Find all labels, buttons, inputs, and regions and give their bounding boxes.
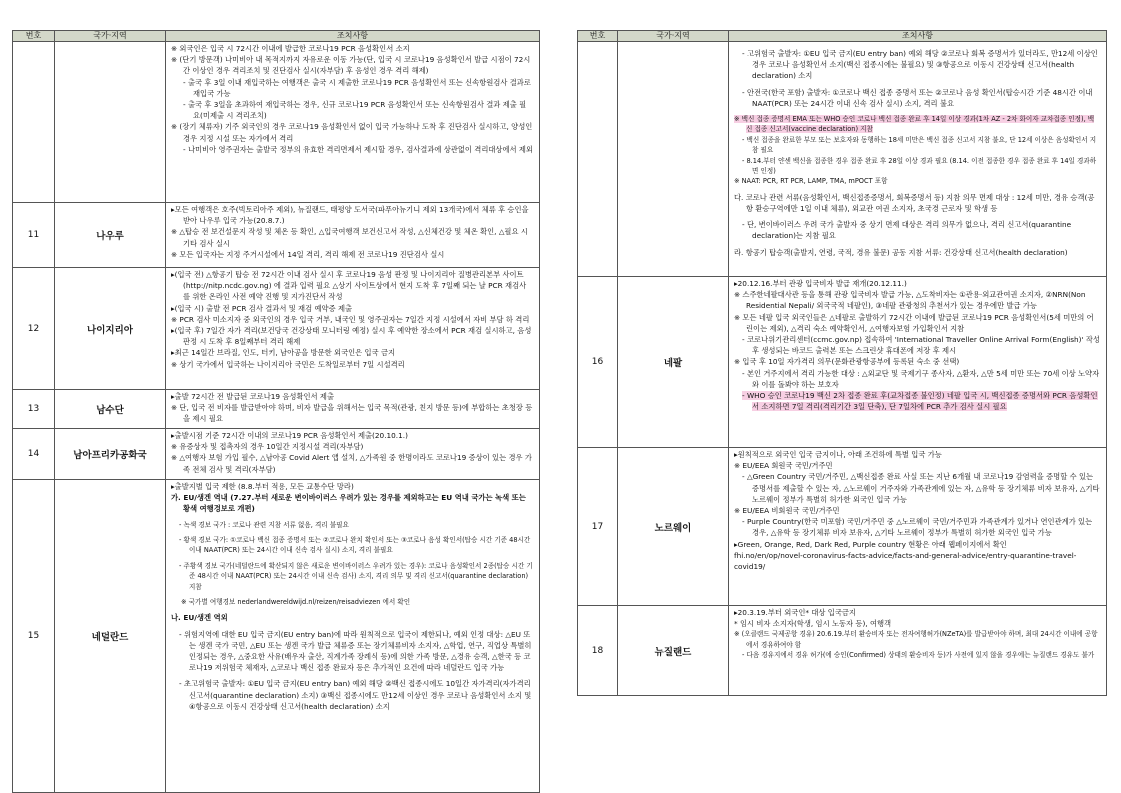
header-measure: 조치사항 [166,31,540,42]
measure-cell: ▸출발지별 입국 제한 (8.8.부터 적용, 모든 교통수단 망라) 가. EU/생겐 역내 (7.27.부터 새로운 변이바이러스 우려가 있는 경우를 제외하고는 EU 역내 국가는 녹색 또는 황색 여행경보로 개편) - 녹색 경보 국가 : 코로나 관련 지참 서류 없음, 격리 불필요 - 황색 경보 국가: ①코로나 백신 접종 증명서 또는 ②코로나 완치 확인서 또는 ③코로나 음성 확인서(탑승 시간 기준 48시간 이내 NAAT(PCR) 또는 24시간 이내 신속 검사 실시) 소지, 격리 불필요 - 주황색 경보 국가(네덜란드에 확산되지 않은 새로운 변이바이러스 우려가 있는 경우): 코로나 음성확인서 2종(탑승 시간 기준 48시간 이내 NAAT(PCR) 또는 24시간 이내 신속 검사) 소지, 격리 의무 및 격리 신고서(quarantine declaration) 지참 ※ 국가별 여행경보 nederlandwereldwijd.nl/reizen/reisadviezen 에서 확인 나. EU/생겐 역외 - 위험지역에 대한 EU 입국 금지(EU entry ban)에 따라 원칙적으로 입국이 제한되나, 예외 인정 대상: △EU 또는 생겐 국가 국민, △EU 또는 생겐 국가 발급 체류증 또는 장기체류비자 소지자, △학업, 연구, 직업상 특별히 인정되는 경우, △중요한 사유(배우자 출산, 직계가족 장례식 등)에 의한 가족 방문, △경유 승객, △한국 등 코로나19 저위험국 체재자, △코로나 백신 접종 완료자 등은 추가적인 요건에 따라 네덜란드 입국 가능 - 초고위험국 출발자: ①EU 입국 금지(EU entry ban) 예외 해당 ②백신 접종시에도 10일간 자가격리(자가격리 신고서(quarantine declaration) 소지) ③백신 접종시에도 만12세 이상인 경우 코로나 음성확인서 소지 및 ④항공으로 이동시 건강상태 신고서(health declaration) 소지 [166,480,540,793]
header-country: 국가·지역 [55,31,166,42]
table-row [13,390,540,429]
row-number: 12 [13,268,55,390]
table-row [578,606,1107,696]
measure-cell: ▸모든 여행객은 호주(빅토리아주 제외), 뉴질랜드, 태평양 도서국(파푸아뉴기니 제외 13개국)에서 체류 후 승인을 받아 나우루 입국 가능(20.8.7.) ※ △탑승 전 보건설문지 작성 및 체온 등 확인, △입국여행객 보건신고서 작성, △신체건강 및 체온 확인, △필요 시 기타 검사 실시 ※ 모든 입국자는 지정 주거시설에서 14일 격리, 격리 해제 전 코로나19 진단검사 실시 [166,203,540,268]
measure-cell: - 고위험국 출발자: ①EU 입국 금지(EU entry ban) 예외 해당 ②코로나 회복 증명서가 있더라도, 만12세 이상인 경우 코로나 음성확인서 소지(백신 접종시에는 불필요) 및 ③항공으로 이동시 건강상태 신고서(health declaration) 소지 - 안전국(한국 포함) 출발자: ①코로나 백신 접종 증명서 또는 ②코로나 음성 확인서(탑승시간 기준 48시간 이내 NAAT(PCR) 또는 24시간 이내 신속 검사 실시) 소지, 격리 불요 ※ 백신 접종 증명서 EMA 또는 WHO 승인 코로나 백신 접종 완료 후 14일 이상 경과(1차 AZ - 2차 화이자 교차접종 인정), 백신 접종 신고서(vaccine declaration) 지참 - 백신 접종을 완료한 부모 또는 보호자와 동행하는 18세 미만은 백신 접종 신고서 지참 불요, 단 12세 이상은 음성확인서 지참 필요 - 8.14.부터 얀센 백신을 접종한 경우 접종 완료 후 28일 이상 경과 필요 (8.14. 이전 접종한 경우 접종 완료 후 14일 경과하면 인정) ※ NAAT: PCR, RT PCR, LAMP, TMA, mPOCT 포함 다. 코로나 관련 서류(음성확인서, 백신접종증명서, 회복증명서 등) 지참 의무 면제 대상 : 12세 미만, 경유 승객(공항 환승구역에만 1일 이내 체류), 외교관 여권 소지자, 초국경 근로자 및 학생 등 - 단, 변이바이러스 우려 국가 출발자 중 상기 면제 대상은 격리 의무가 없으나, 격리 신고서(quarantine declaration)는 지참 필요 라. 항공기 탑승객(출발지, 연령, 국적, 경유 불문) 공동 지참 서류: 건강상태 신고서(health declaration) [729,42,1107,277]
measures-table-left [12,30,540,793]
table-header [578,31,1107,42]
header-country: 국가·지역 [618,31,729,42]
country-name: 남아프리카공화국 [55,429,166,480]
table-row [13,268,540,390]
measures-table-right [577,30,1107,696]
country-name: 남수단 [55,390,166,429]
row-number: 13 [13,390,55,429]
country-name: 나이지리아 [55,268,166,390]
country-name: 나우루 [55,203,166,268]
row-number: 16 [578,277,618,448]
right-page [577,30,1107,696]
row-number: 18 [578,606,618,696]
table-row [578,448,1107,606]
country-name: 네팔 [618,277,729,448]
measure-cell: ※ 외국인은 입국 시 72시간 이내에 발급한 코로나19 PCR 음성확인서 소지 ※ (단기 방문객) 나미비아 내 목적지까지 자유로운 이동 가능(단, 입국 시 코로나19 음성확인서 발급 시점이 72시간 이상인 경우 격리조치 및 진단검사 실시(자부담) 후 음성인 경우 격리 해제) - 출국 후 3일 이내 재입국하는 여행객은 출국 시 제출한 코로나19 PCR 음성확인서 또는 신속항원검사 결과로 재입국 가능 - 출국 후 3일을 초과하여 재입국하는 경우, 신규 코로나19 PCR 음성확인서 또는 신속항원검사 결과 제출 필요(미제출 시 격리조치) ※ (장기 체류자) 기주 외국인의 경우 코로나19 음성확인서 없이 입국 가능하나 도착 후 진단검사 실시하고, 양성인 경우 지정 시설 또는 자가에서 격리 - 나미비아 영주권자는 출발국 정부의 유효한 격리면제서 제시할 경우, 검사결과에 상관없이 격리대상에서 제외 [166,42,540,203]
table-row [13,42,540,203]
row-number: 11 [13,203,55,268]
measure-cell: ▸(입국 전) △항공기 탑승 전 72시간 이내 검사 실시 후 코로나19 음성 판정 및 나이지리아 질병관리본부 사이트(http://nitp.ncdc.gov.ng) 에 결과 입력 필요 △상기 사이트상에서 현지 도착 후 7일째 되는 날 PCR 재검사를 위한 온라인 사전 예약 진행 및 지가진단서 작성 ▸(입국 시) 출발 전 PCR 검사 결과서 및 재검 예약증 제출 ※ PCR 검사 미소지자 중 외국인의 경우 입국 거부, 내국인 및 영주권자는 7일간 지정 시설에서 자비 부담 하 격리 ▸(입국 후) 7일간 자가 격리(보건당국 건강상태 모니터링 예정) 실시 후 예약한 장소에서 PCR 재검 실시하고, 음성 판정 시 도착 후 8일째부터 격리 해제 ▸최근 14일간 브라질, 인도, 터키, 남아공을 방문한 외국인은 입국 금지 ※ 상기 국가에서 입국하는 나이지리아 국민은 도착일로부터 7일 시설격리 [166,268,540,390]
table-header [13,31,540,42]
table-row [13,203,540,268]
header-measure: 조치사항 [729,31,1107,42]
measure-cell: ▸출발 72시간 전 발급된 코로나19 음성확인서 제출 ※ 단, 입국 전 비자를 발급받아야 하며, 비자 발급을 위해서는 입국 목적(관광, 친지 방문 등)에 부합하는 초청장 등을 제시 필요 [166,390,540,429]
header-no: 번호 [578,31,618,42]
measure-cell: ▸20.3.19.부터 외국인* 대상 입국금지 * 임시 비자 소지자(학생, 임시 노동자 등), 여행객 ※ (오클랜드 국제공항 경유) 20.6.19.부터 환승비자 또는 전자여행허가(NZeTA)를 발급받아야 하며, 최대 24시간 이내에 공항에서 경유하여야 함 - 다음 경유지에서 경유 허가(에 승인(Confirmed) 상태의 환승비자 등)가 사전에 있지 않을 경우에는 뉴질랜드 경유도 불가 [729,606,1107,696]
row-number: 14 [13,429,55,480]
measure-cell: ▸출발시점 기준 72시간 이내의 코로나19 PCR 음성확인서 제출(20.10.1.) ※ 유증상자 및 접촉자의 경우 10일간 지정시설 격리(자부담) ※ △여행자 보험 가입 필수, △남아공 Covid Alert 앱 설치, △가족원 중 한명이라도 코로나19 증상이 있는 경우 가족 전체 검사 및 격리(자부담) [166,429,540,480]
row-number: 17 [578,448,618,606]
table-row [578,42,1107,277]
country-name: 뉴질랜드 [618,606,729,696]
header-no: 번호 [13,31,55,42]
country-name: 네덜란드 [55,480,166,793]
measure-cell: ▸20.12.16.부터 관광 입국비자 발급 재개(20.12.11.) ※ 스주한네팔대사관 등을 통해 관광 입국비자 발급 가능, △도착비자는 ①관용·외교관여권 소지자, ②NRN(Non Residential Nepali/ 외국국적 네팔인), ③네팔 관광청의 추천서가 있는 경우에만 발급 가능 ※ 모든 네팔 입국 외국인들은 △네팔로 출발하기 72시간 이내에 발급된 코로나19 PCR 음성확인서(5세 미만의 어린이는 제외), △격리 숙소 예약확인서, △여행자보험 가입확인서 지참 - 코로나위기관리센터(ccmc.gov.np) 접속하여 'International Traveller Online Arrival Form(English)' 작성 후 생성되는 바코드 출력본 또는 스크린샷 휴대폰에 저장 후 제시 ※ 입국 후 10일 자가격리 의무(문화관광항공부에 등록된 숙소 중 선택) - 본인 거주지에서 격리 가능한 대상 : △외교단 및 국제기구 종사자, △환자, △만 5세 미만 또는 70세 이상 노약자와 이를 돌봐야 하는 보호자 - WHO 승인 코로나19 백신 2차 접종 완료 후(교차접종 불인정) 네팔 입국 시, 백신접종 증명서와 PCR 음성확인서 소지하면 7일 격리(격리기간 3일 단축), 단 7일차에 PCR 추가 검사 실시 필요 [729,277,1107,448]
row-number: 15 [13,480,55,793]
left-page [12,30,540,793]
table-row [13,429,540,480]
table-row [13,480,540,793]
measure-cell: ▸원칙적으로 외국인 입국 금지이나, 아래 조건하에 특별 입국 가능 ※ EU/EEA 회원국 국민/거주민 - △Green Country 국민/거주민, △백신접종 완료 사실 또는 지난 6개월 내 코로나19 감염력을 증명할 수 있는 증명서를 제출할 수 있는 자, △노르웨이 거주자와 가족관계에 있는 자, △유학 등 장기체류 비자 보유자, △기타 노르웨이 정부가 특별히 허가한 외국인 입국 가능 ※ EU/EEA 비회원국 국민/거주민 - Purple Country(한국 미포함) 국민/거주민 중 △노르웨이 국민/거주민과 가족관계가 있거나 연인관계가 있는 경우, △유학 등 장기체류 비자 보유자, △기타 노르웨이 정부가 특별히 허가한 외국인 입국 가능 ▸Green, Orange, Red, Dark Red, Purple country 현황은 아래 웹페이지에서 확인 fhi.no/en/op/novel-coronavirus-facts-advice/facts-and-general-advice/entry-quarantine-travel-covid19/ [729,448,1107,606]
table-row [578,277,1107,448]
country-name: 노르웨이 [618,448,729,606]
